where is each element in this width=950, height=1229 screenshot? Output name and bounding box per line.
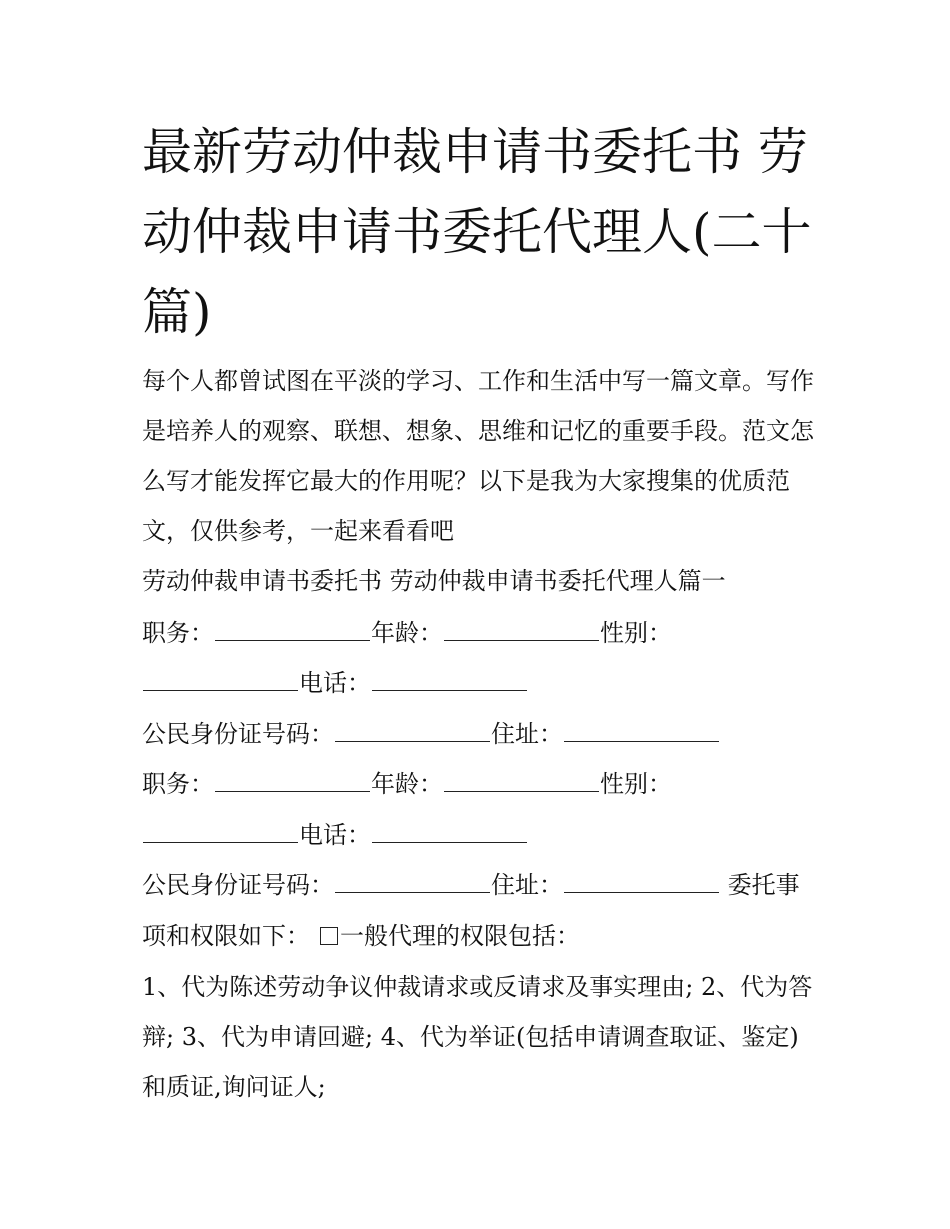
document-title: 最新劳动仲裁申请书委托书 劳动仲裁申请书委托代理人(二十篇) — [142, 123, 812, 341]
duty-blank[interactable] — [215, 769, 370, 792]
age-label: 年龄： — [371, 770, 443, 798]
intro-paragraph: 每个人都曾试图在平淡的学习、工作和生活中写一篇文章。写作是培养人的观察、联想、想象、思维和记忆的重要手段。范文怎么写才能发挥它最大的作用呢？以下是我为大家搜集的优质范文，仅供参考，一起来看看吧 — [142, 367, 814, 545]
duty-blank[interactable] — [215, 618, 370, 641]
address-blank[interactable] — [564, 870, 719, 893]
entrust-row — [142, 911, 580, 961]
gender-label: 性别： — [600, 770, 672, 798]
gender-label: 性别： — [600, 619, 672, 647]
party2-row3 — [142, 860, 800, 910]
address-label: 住址： — [491, 720, 563, 748]
id-blank[interactable] — [335, 719, 490, 742]
general-agency-checkbox[interactable] — [320, 927, 338, 945]
entrust-suffix: 项和权限如下： — [142, 922, 310, 950]
duty-label: 职务： — [142, 619, 214, 647]
age-label: 年龄： — [371, 619, 443, 647]
party1-row3 — [142, 709, 720, 759]
general-agency-label: 一般代理的权限包括： — [340, 922, 580, 950]
gender-blank[interactable] — [143, 820, 298, 843]
phone-label: 电话： — [299, 669, 371, 697]
section-heading: 劳动仲裁申请书委托书 劳动仲裁申请书委托代理人篇一 — [142, 567, 726, 595]
age-blank[interactable] — [444, 769, 599, 792]
phone-blank[interactable] — [372, 668, 527, 691]
address-label: 住址： — [491, 871, 563, 899]
id-label: 公民身份证号码： — [142, 871, 334, 899]
phone-blank[interactable] — [372, 820, 527, 843]
party1-row1 — [142, 608, 672, 658]
authority-paragraph: 1、代为陈述劳动争议仲裁请求或反请求及事实理由; 2、代为答辩; 3、代为申请回避; 4、代为举证(包括申请调查取证、鉴定)和质证,询问证人; — [142, 973, 813, 1101]
gender-blank[interactable] — [143, 668, 298, 691]
entrust-prefix: 委托事 — [727, 871, 800, 899]
phone-label: 电话： — [299, 821, 371, 849]
duty-label: 职务： — [142, 770, 214, 798]
age-blank[interactable] — [444, 618, 599, 641]
address-blank[interactable] — [564, 719, 719, 742]
party1-row2 — [142, 658, 528, 708]
id-label: 公民身份证号码： — [142, 720, 334, 748]
party2-row2 — [142, 810, 528, 860]
party2-row1 — [142, 759, 672, 809]
id-blank[interactable] — [335, 870, 490, 893]
